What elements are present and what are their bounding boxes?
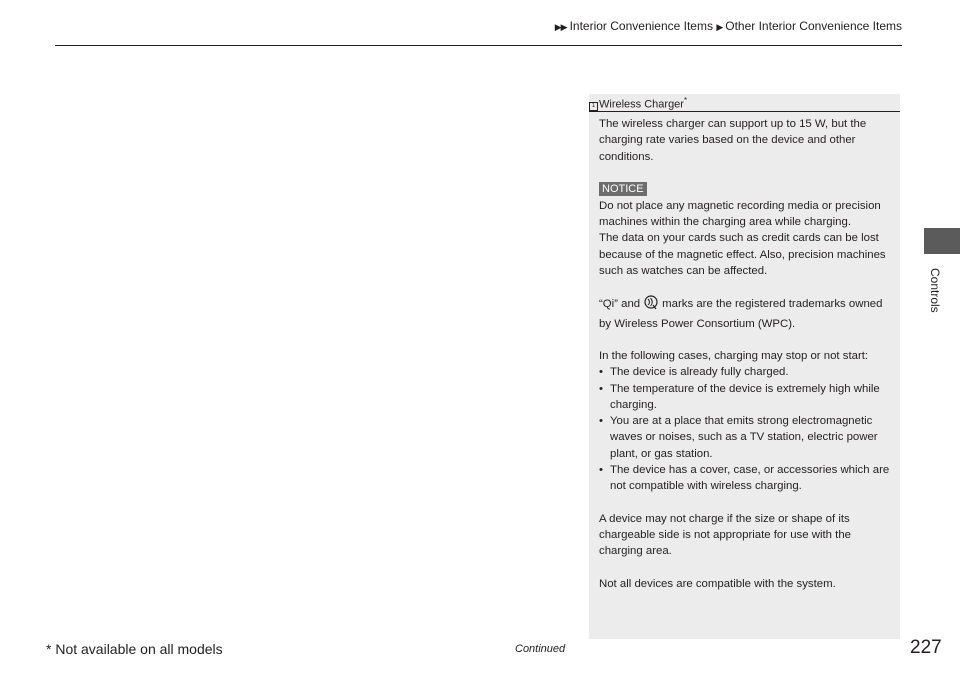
note-title-text: Wireless Charger bbox=[599, 98, 684, 111]
breadcrumb-level2[interactable]: Other Interior Convenience Items bbox=[725, 19, 902, 33]
breadcrumb bbox=[555, 19, 902, 33]
cases-intro: In the following cases, charging may stop or not start: bbox=[599, 349, 869, 362]
list-item: • The device is already fully charged. bbox=[599, 364, 895, 380]
size-shape-paragraph: A device may not charge if the size or shape of its chargeable side is not appropriate for use with the charging area. bbox=[599, 512, 852, 558]
note-marker-icon: 1 bbox=[589, 102, 598, 111]
section-tab-label: Controls bbox=[928, 268, 942, 313]
note-title-asterisk: * bbox=[683, 96, 688, 105]
bullet-icon: • bbox=[599, 382, 603, 395]
trademark-paragraph: “Qi” and marks are the registered trademarks owned by Wireless Power Consortium (WPC). bbox=[599, 295, 895, 332]
section-tab-marker bbox=[924, 228, 960, 254]
notice-badge: NOTICE bbox=[599, 181, 895, 198]
compatibility-paragraph: Not all devices are compatible with the system. bbox=[599, 577, 836, 590]
bullet-icon: • bbox=[599, 415, 603, 428]
title-divider bbox=[589, 111, 900, 112]
note-panel bbox=[589, 94, 900, 639]
bullet-icon: • bbox=[599, 366, 603, 379]
arrow-icon: ▶ bbox=[716, 22, 723, 32]
note-panel-title bbox=[589, 96, 687, 111]
notice-text-1: Do not place any magnetic recording media or precision machines within the charging area while charging. bbox=[599, 199, 881, 229]
list-item: • You are at a place that emits strong electromagnetic waves or noises, such as a TV station, electric power plant, or gas station. bbox=[599, 415, 878, 460]
note-panel-body bbox=[599, 116, 895, 592]
list-item: • The temperature of the device is extremely high while charging. bbox=[599, 382, 880, 411]
header-divider bbox=[55, 45, 902, 46]
availability-footnote: * Not available on all models bbox=[46, 641, 223, 657]
notice-text-2: The data on your cards such as credit cards can be lost because of the magnetic effect. Also, precision machines such as watches can be affected. bbox=[599, 232, 886, 278]
page-number: 227 bbox=[910, 637, 942, 658]
list-item: • The device has a cover, case, or accessories which are not compatible with wireless charging. bbox=[599, 464, 890, 493]
charging-rate-paragraph: The wireless charger can support up to 15 W, but the charging rate varies based on the device and other conditions. bbox=[599, 118, 867, 163]
bullet-icon: • bbox=[599, 464, 603, 477]
qi-logo-icon bbox=[644, 295, 658, 315]
breadcrumb-level1[interactable]: Interior Convenience Items bbox=[569, 19, 713, 33]
continued-label: Continued bbox=[515, 643, 566, 655]
arrow-icon: ▶▶ bbox=[554, 22, 567, 32]
